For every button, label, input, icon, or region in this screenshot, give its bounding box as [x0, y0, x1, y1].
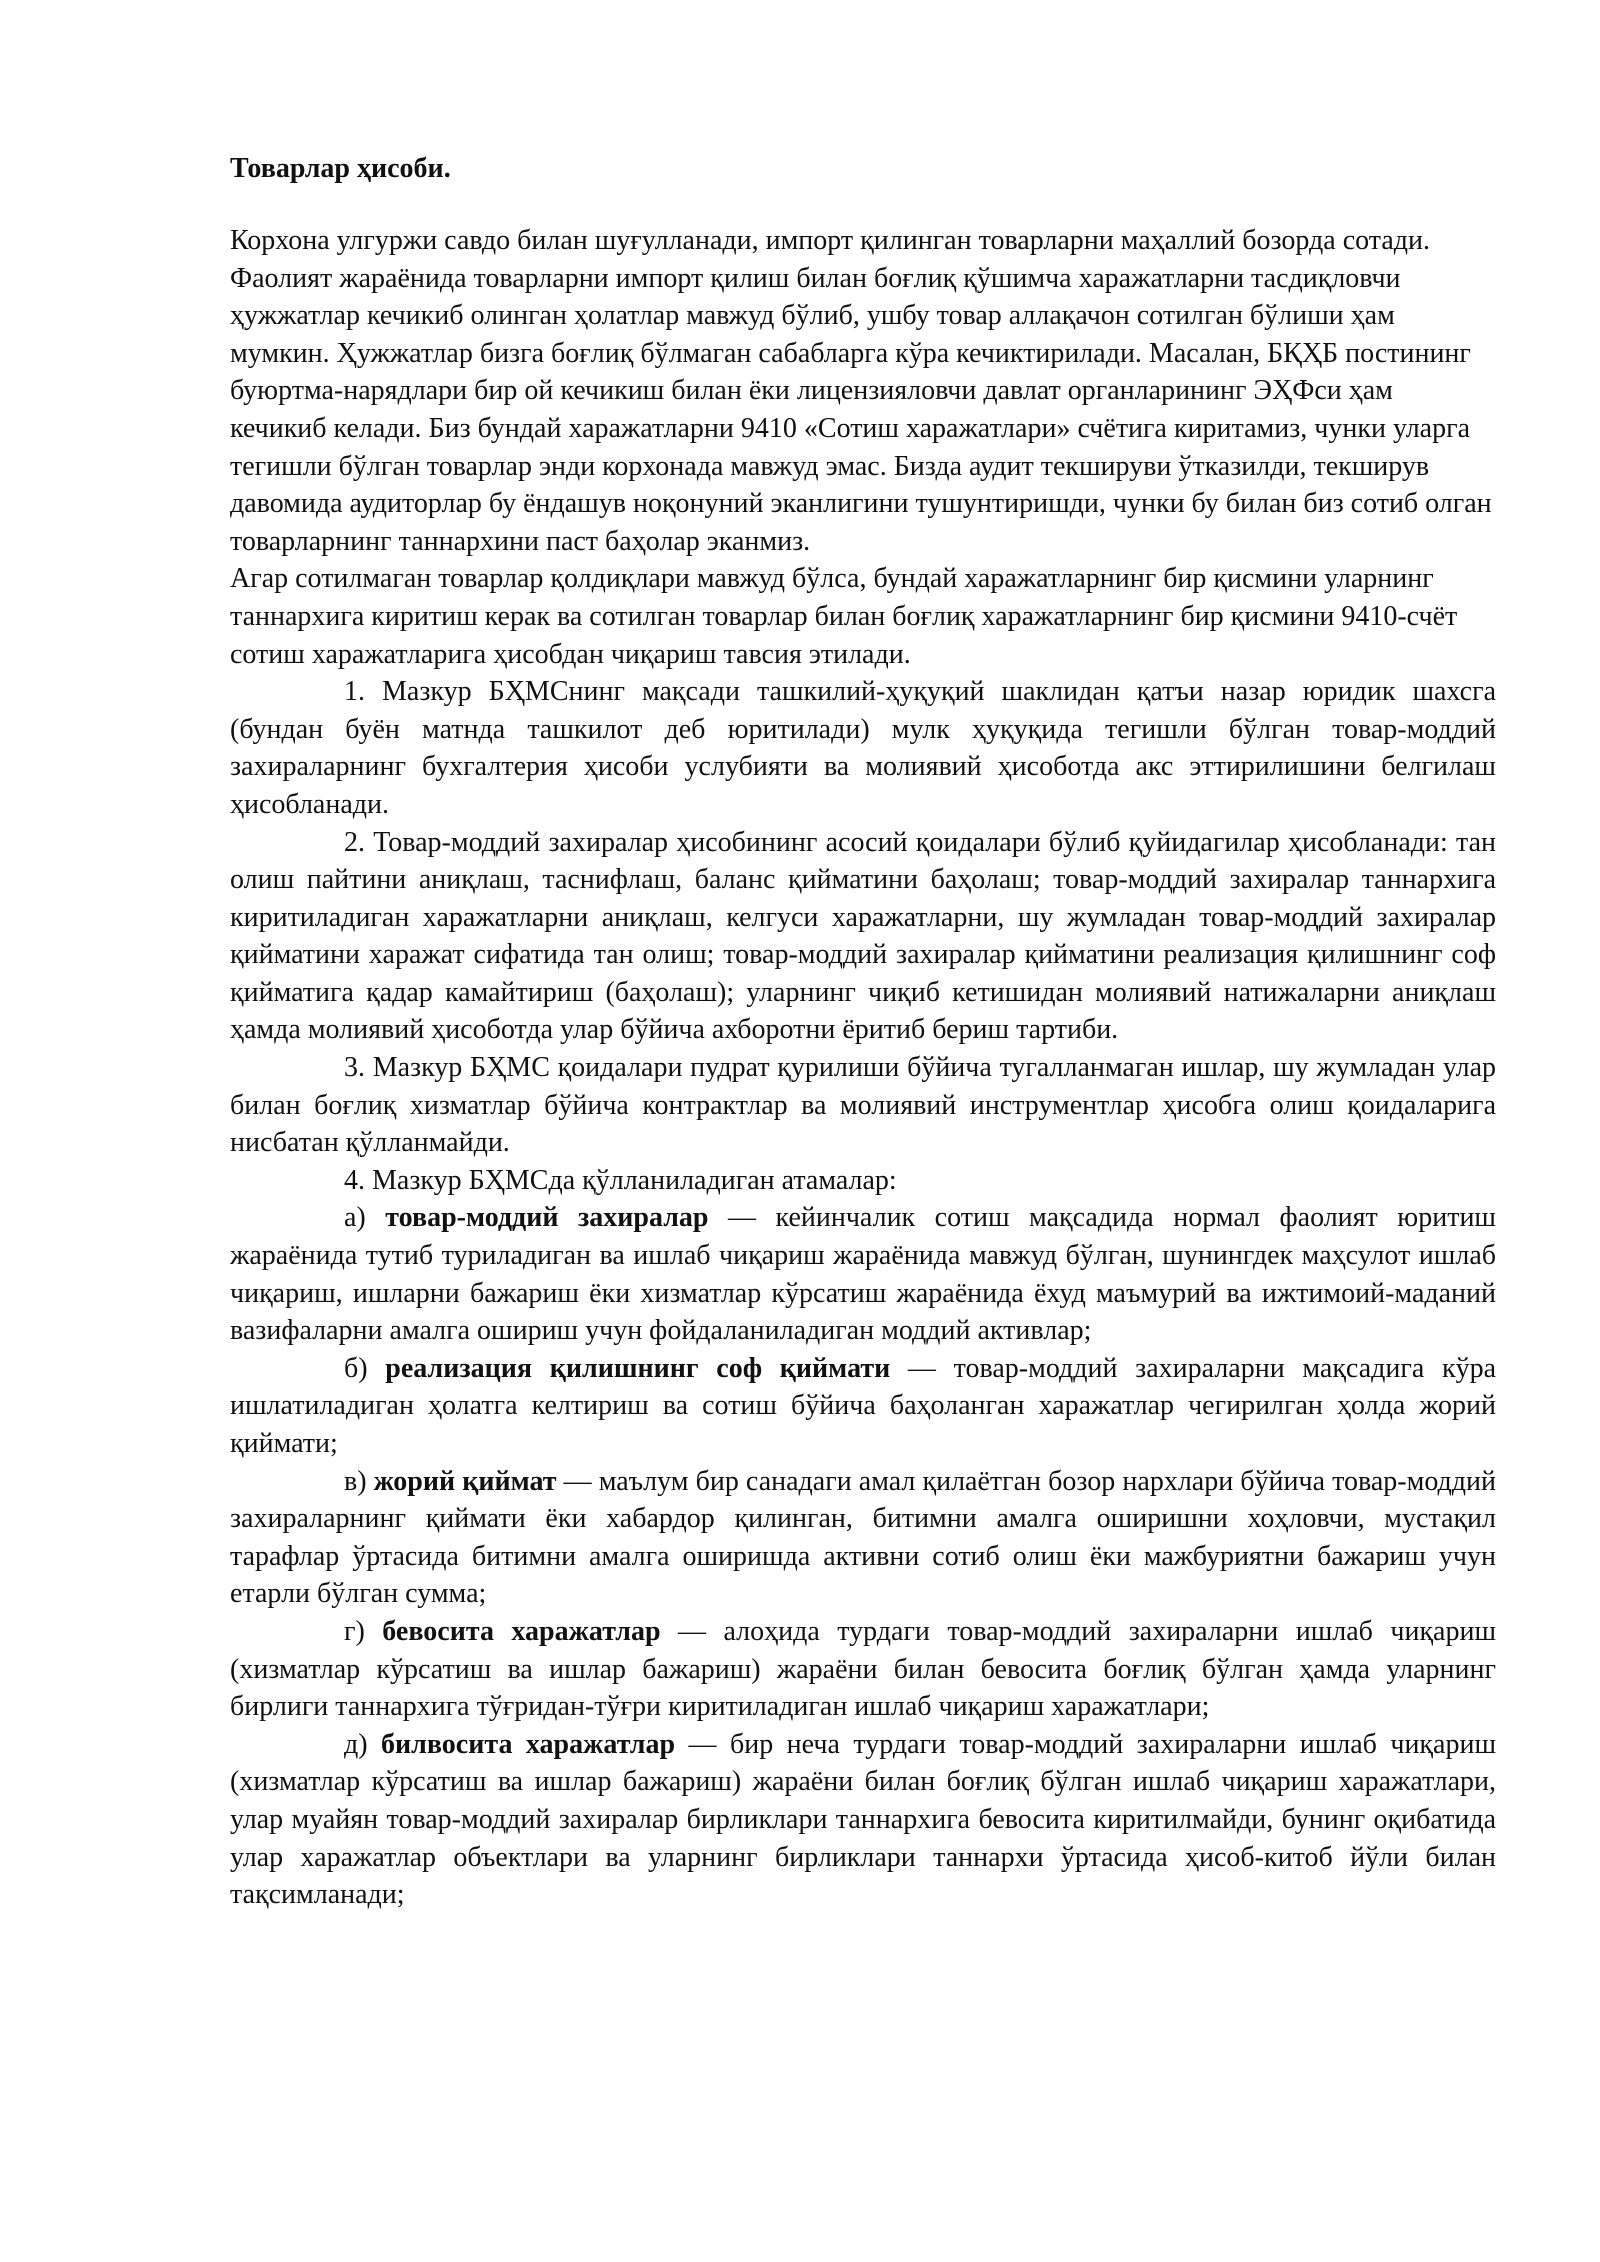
- definition-term: жорий қиймат: [373, 1465, 557, 1497]
- definition-v: [230, 1463, 1496, 1613]
- definition-d: [230, 1726, 1496, 1914]
- definition-letter: г): [344, 1615, 383, 1647]
- numbered-paragraph-1: 1. Мазкур БҲМСнинг мақсади ташкилий-ҳуқуқий шаклидан қатъи назар юридик шахсга (бундан буён матнда ташкилот деб юритилади) мулк ҳуқуқида тегишли бўлган товар-моддий захираларнинг бухгалтерия ҳисоби услубияти ва молиявий ҳисоботда акс эттирилишини белгилаш ҳисобланади.: [230, 676, 1496, 820]
- definition-letter: д): [344, 1728, 382, 1760]
- definition-letter: б): [344, 1352, 386, 1384]
- intro-paragraph-2: Агар сотилмаган товарлар қолдиқлари мавжуд бўлса, бундай харажатларнинг бир қисмини уларнинг таннархига киритиш керак ва сотилган товарлар билан боғлиқ харажатларнинг бир қисмини 9410-счёт сотиш харажатларига ҳисобдан чиқариш тавсия этилади.: [230, 563, 1458, 670]
- definition-g: [230, 1613, 1496, 1726]
- definition-letter: в): [344, 1465, 374, 1497]
- numbered-paragraph-4: 4. Мазкур БҲМСда қўлланиладиган атамалар:: [344, 1164, 897, 1196]
- definition-b: [230, 1350, 1496, 1463]
- numbered-paragraph-3: 3. Мазкур БҲМС қоидалари пудрат қурилиши бўйича тугалланмаган ишлар, шу жумладан улар билан боғлиқ хизматлар бўйича контрактлар ва молиявий инструментлар ҳисобга олиш қоидаларига нисбатан қўлланмайди.: [230, 1052, 1496, 1159]
- definition-term: товар-моддий захиралар: [385, 1202, 709, 1234]
- document-page: [230, 150, 1496, 1914]
- definition-term: реализация қилишнинг соф қиймати: [385, 1352, 891, 1384]
- definition-text: — маълум бир санадаги амал қилаётган бозор нархлари бўйича товар-моддий захираларнинг қиймати ёки хабардор қилинган, битимни амалга оширишни хоҳловчи, мустақил тарафлар ўртасида битимни амалга оширишда активни сотиб олиш ёки мажбуриятни бажариш учун етарли бўлган сумма;: [230, 1465, 1496, 1610]
- definition-letter: а): [344, 1202, 386, 1234]
- definition-term: билвосита харажатлар: [381, 1728, 676, 1760]
- definition-a: [230, 1199, 1496, 1349]
- definition-term: бевосита харажатлар: [382, 1615, 661, 1647]
- definition-text: — алоҳида турдаги товар-моддий захираларни ишлаб чиқариш (хизматлар кўрсатиш ва ишлар бажариш) жараёни билан бевосита боғлиқ бўлган ҳамда уларнинг бирлиги таннархига тўғридан-тўғри киритиладиган ишлаб чиқариш харажатлари;: [230, 1615, 1497, 1723]
- numbered-paragraph-2: 2. Товар-моддий захиралар ҳисобининг асосий қоидалари бўлиб қуйидагилар ҳисобланади: тан олиш пайтини аниқлаш, таснифлаш, баланс қийматини баҳолаш; товар-моддий захиралар таннархига киритиладиган харажатларни аниқлаш, келгуси харажатларни, шу жумладан товар-моддий захиралар қийматини харажат сифатида тан олиш; товар-моддий захиралар қийматини реализация қилишнинг соф қийматига қадар камайтириш (баҳолаш); уларнинг чиқиб кетишидан молиявий натижаларни аниқлаш ҳамда молиявий ҳисоботда улар бўйича ахборотни ёритиб бериш тартиби.: [230, 826, 1496, 1046]
- definition-text: — бир неча турдаги товар-моддий захираларни ишлаб чиқариш (хизматлар кўрсатиш ва ишлар бажариш) жараёни билан боғлиқ бўлган ишлаб чиқариш харажатлари, улар муайян товар-моддий захиралар бирликлари таннархига бевосита киритилмайди, бунинг оқибатида улар харажатлар объектлари ва уларнинг бирликлари таннархи ўртасида ҳисоб-китоб йўли билан тақсимланади;: [230, 1728, 1496, 1911]
- definition-text: — товар-моддий захираларни мақсадига кўра ишлатиладиган ҳолатга келтириш ва сотиш бўйича баҳоланган харажатлар чегирилган ҳолда жорий қиймати;: [230, 1352, 1497, 1459]
- definition-text: — кейинчалик сотиш мақсадида нормал фаолият юритиш жараёнида тутиб туриладиган ва ишлаб чиқариш жараёнида мавжуд бўлган, шунингдек маҳсулот ишлаб чиқариш, ишларни бажариш ёки хизматлар кўрсатиш жараёнида ёхуд маъмурий ва ижтимоий-маданий вазифаларни амалга ошириш учун фойдаланиладиган моддий активлар;: [230, 1202, 1496, 1347]
- intro-paragraph-1: Корхона улгуржи савдо билан шуғулланади, импорт қилинган товарларни маҳаллий бозорда сотади. Фаолият жараёнида товарларни импорт қилиш билан боғлиқ қўшимча харажатларни тасдиқловчи ҳужжатлар кечикиб олинган ҳолатлар мавжуд бўлиб, ушбу товар аллақачон сотилган бўлиши ҳам мумкин. Ҳужжатлар бизга боғлиқ бўлмаган сабабларга кўра кечиктирилади. Масалан, БҚҲБ постининг буюртма-нарядлари бир ой кечикиш билан ёки лицензияловчи давлат органларининг ЭҲФси ҳам кечикиб келади. Биз бундай харажатларни 9410 «Сотиш харажатлари» счётига киритамиз, чунки уларга тегишли бўлган товарлар энди корхонада мавжуд эмас. Бизда аудит текшируви ўтказилди, текширув давомида аудиторлар бу ёндашув ноқонуний эканлигини тушунтиришди, чунки бу билан биз сотиб олган товарларнинг таннархини паст баҳолар эканмиз.: [230, 225, 1492, 557]
- document-title: Товарлар ҳисоби.: [230, 153, 451, 184]
